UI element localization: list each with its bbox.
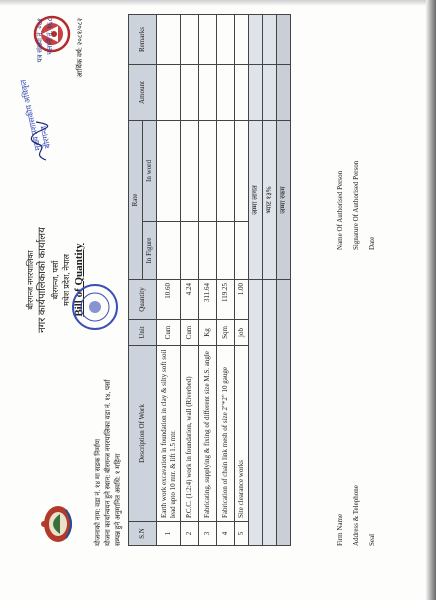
bill-of-quantity-table [128, 14, 291, 546]
table-row [199, 15, 217, 546]
summary-subtotal-label: जम्मा लागत [249, 121, 263, 280]
document-title: Bill of Quantity [73, 243, 85, 317]
cell-unit: Cum [157, 320, 181, 346]
header-in-word: In word [143, 121, 157, 222]
footer-authorized-signature: Signature Of Authorised Person [352, 160, 360, 250]
project-name: योजनाको नाम: वडा नं. १४ मा सडक निर्माण [94, 438, 102, 546]
cell-rate-word [235, 121, 249, 222]
cell-remarks [199, 15, 217, 65]
cell-rate-word [181, 121, 199, 222]
cell-amount [235, 65, 249, 121]
cell-quantity: 4.24 [181, 280, 199, 320]
cell-amount [217, 65, 235, 121]
round-seal-icon [70, 282, 120, 332]
summary-total-amount [277, 65, 291, 121]
cell-remarks [235, 15, 249, 65]
cell-amount [157, 65, 181, 121]
cell-remarks [217, 15, 235, 65]
table-row [235, 15, 249, 546]
footer-address: Address & Telephone [352, 485, 360, 546]
document-page [18, 0, 418, 560]
header-amount: Amount [129, 65, 157, 121]
office-name: नगर कार्यपालिकाको कार्यालय [37, 227, 48, 333]
cell-rate-figure [181, 222, 199, 280]
cell-description: Fabrication of chain link mesh of size 2"*2" 10 gauge [217, 346, 235, 522]
handwritten-signature [28, 120, 52, 164]
office-address: बीरगन्ज, पर्सा [51, 260, 60, 300]
cell-sn: 1 [157, 522, 181, 546]
cell-unit: job [235, 320, 249, 346]
stamp-line-2: बीरगन्ज [38, 125, 53, 150]
cell-amount [181, 65, 199, 121]
table-row [181, 15, 199, 546]
footer-date: Date [368, 236, 376, 250]
cell-description: Site clearance works [235, 346, 249, 522]
header-rate: Rate [129, 121, 143, 280]
cell-sn: 5 [235, 522, 249, 546]
summary-vat-label: भ्याट १३% [263, 121, 277, 280]
stamp-line-1: मुख्य प्रशासकीय अधिकृत [18, 78, 43, 152]
summary-row-total [277, 15, 291, 546]
cell-quantity: 10.60 [157, 280, 181, 320]
footer-seal: Seal [368, 533, 376, 546]
header-unit: Unit [129, 320, 157, 346]
municipality-name: बीरगन्ज नगरपालिका [26, 250, 35, 310]
cell-sn: 4 [217, 522, 235, 546]
fiscal-year: आर्थिक वर्ष: २०८१/०८२ [76, 18, 84, 78]
cell-remarks [157, 15, 181, 65]
cell-rate-figure [235, 222, 249, 280]
footer-firm-name: Firm Name [336, 513, 344, 546]
project-duration: सम्पन्न हुने अनुमानित अवधि: १ महिना [114, 453, 122, 546]
summary-total-label: जम्मा रकम [277, 121, 291, 280]
cell-quantity: 1.00 [235, 280, 249, 320]
reference-number: पत्र संख्या नं. ०८१ [36, 18, 44, 63]
header-description: Description Of Work [129, 346, 157, 522]
cell-rate-figure [157, 222, 181, 280]
cell-description: P.C.C. (1:2:4) work in foundation, wall (Riverbed) [181, 346, 199, 522]
header-remarks: Remarks [129, 15, 157, 65]
cell-description: Fabricating, supplying & fixing of different size M.S. angle [199, 346, 217, 522]
cell-description: Earth work excavation in foundation in clay & silty soft soil lead upto 10 mtr. & lift 1.5 mtr. [157, 346, 181, 522]
cell-quantity: 119.25 [217, 280, 235, 320]
cell-rate-figure [217, 222, 235, 280]
summary-subtotal-amount [249, 65, 263, 121]
footer-authorized-name: Name Of Authorised Person [336, 170, 344, 250]
scan-edge-shadow [426, 0, 436, 600]
cell-rate-word [217, 121, 235, 222]
header-sn: S.N [129, 522, 157, 546]
summary-vat-amount [263, 65, 277, 121]
cell-rate-word [157, 121, 181, 222]
cell-sn: 2 [181, 522, 199, 546]
cell-remarks [181, 15, 199, 65]
cell-unit: Sqm [217, 320, 235, 346]
office-province: मधेश प्रदेश, नेपाल [62, 254, 71, 306]
project-location: योजना कार्यान्वयन हुने स्थान: बीरगन्ज नगरपालिका वडा नं. १४, पर्सा [104, 379, 112, 546]
cell-unit: Cum [181, 320, 199, 346]
cell-unit: Kg [199, 320, 217, 346]
cell-quantity: 311.64 [199, 280, 217, 320]
summary-row-subtotal [249, 15, 263, 546]
table-row [217, 15, 235, 546]
table-row [157, 15, 181, 546]
cell-amount [199, 65, 217, 121]
cell-rate-word [199, 121, 217, 222]
header-quantity: Quantity [129, 280, 157, 320]
cell-sn: 3 [199, 522, 217, 546]
dispatch-number: चलानी नं. १६८ [46, 18, 54, 55]
header-in-figure: In Figure [143, 222, 157, 280]
summary-row-vat [263, 15, 277, 546]
cell-rate-figure [199, 222, 217, 280]
